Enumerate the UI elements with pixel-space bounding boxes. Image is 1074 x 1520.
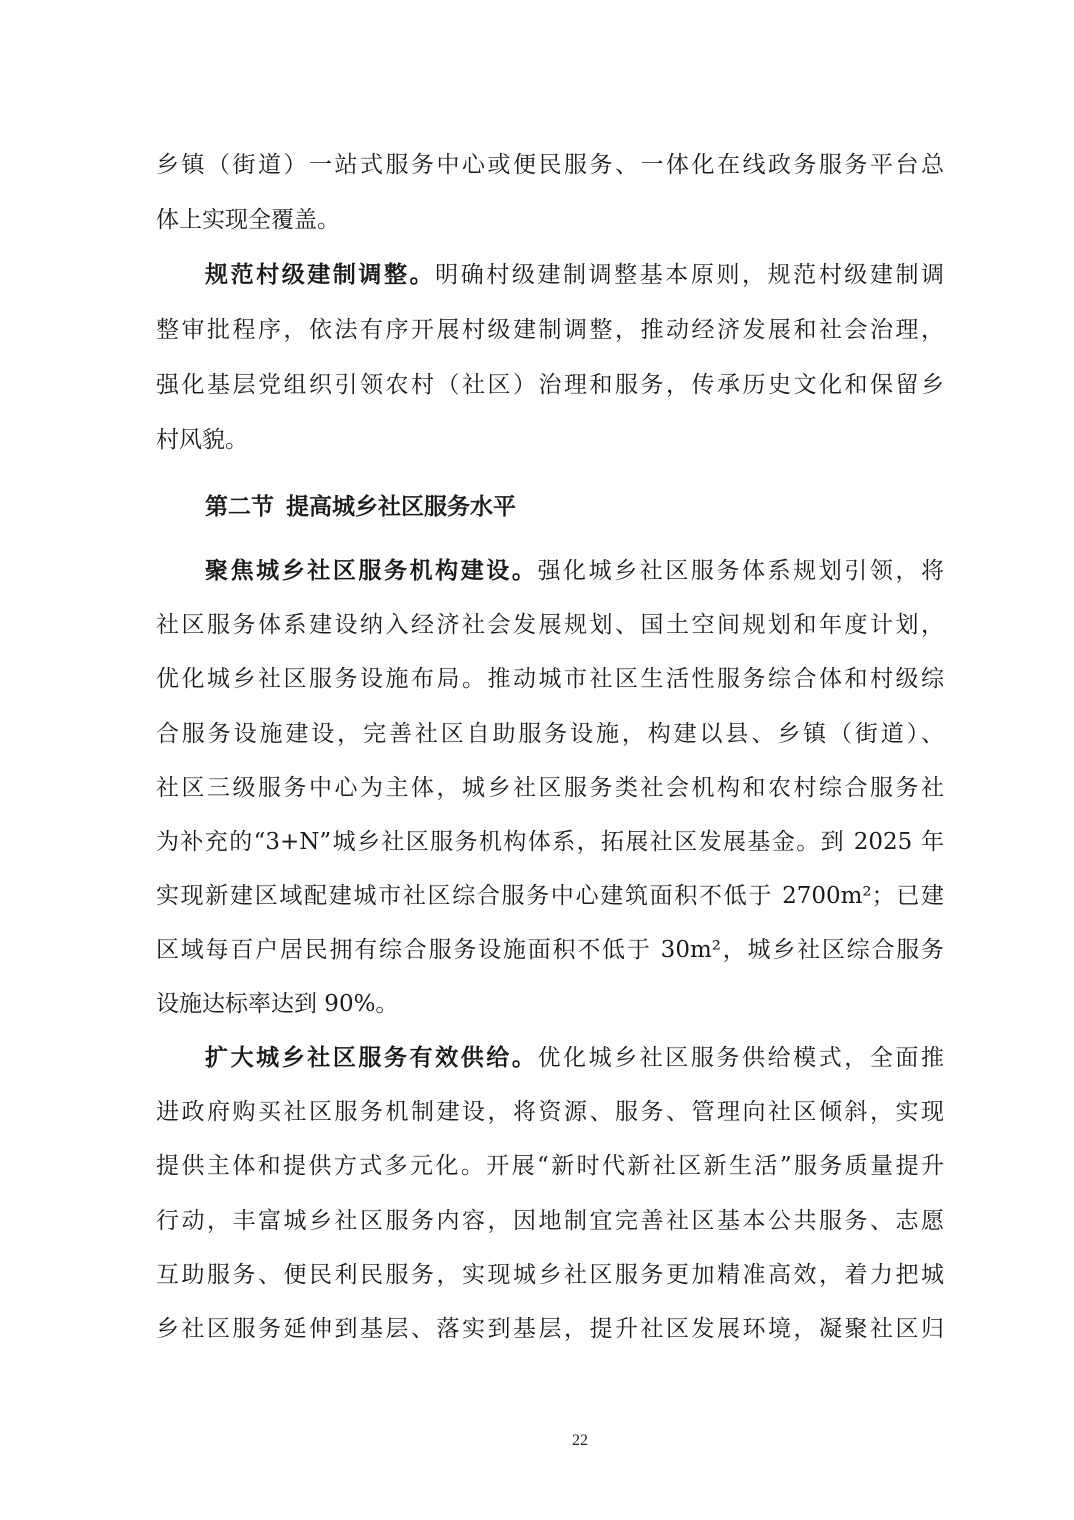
paragraph-line: 提供主体和提供方式多元化。开展“新时代新社区新生活”服务质量提升	[156, 1153, 944, 1179]
section-number: 第二节	[205, 493, 274, 520]
paragraph-line: 进政府购买社区服务机制建设，将资源、服务、管理向社区倾斜，实现	[156, 1099, 944, 1125]
paragraph-line: 乡社区服务延伸到基层、落实到基层，提升社区发展环境，凝聚社区归	[156, 1316, 944, 1342]
paragraph-line: 乡镇（街道）一站式服务中心或便民服务、一体化在线政务服务平台总	[156, 152, 944, 178]
paragraph-line: 实现新建区域配建城市社区综合服务中心建筑面积不低于 2700m²；已建	[156, 883, 944, 909]
page-number: 22	[572, 1432, 588, 1449]
paragraph-line: 为补充的“3+N”城乡社区服务机构体系，拓展社区发展基金。到 2025 年	[156, 829, 944, 855]
paragraph-first-line	[205, 1043, 944, 1073]
paragraph-line: 行动，丰富城乡社区服务内容，因地制宜完善社区基本公共服务、志愿	[156, 1208, 944, 1234]
paragraph-text: 明确村级建制调整基本原则，规范村级建制调	[435, 262, 945, 288]
paragraph-text: 优化城乡社区服务供给模式，全面推	[537, 1045, 945, 1071]
paragraph-line: 区域每百户居民拥有综合服务设施面积不低于 30m²，城乡社区综合服务	[156, 937, 944, 963]
paragraph-line: 强化基层党组织引领农村（社区）治理和服务，传承历史文化和保留乡	[156, 372, 944, 398]
paragraph-line: 体上实现全覆盖。	[156, 207, 340, 233]
paragraph-line: 互助服务、便民利民服务，实现城乡社区服务更加精准高效，着力把城	[156, 1262, 944, 1288]
paragraph-line: 优化城乡社区服务设施布局。推动城市社区生活性服务综合体和村级综	[156, 666, 944, 692]
paragraph-line: 合服务设施建设，完善社区自助服务设施，构建以县、乡镇（街道）、	[156, 721, 944, 747]
paragraph-line: 设施达标率达到 90%。	[156, 991, 399, 1017]
section-heading	[205, 492, 516, 522]
paragraph-line: 社区服务体系建设纳入经济社会发展规划、国土空间规划和年度计划，	[156, 612, 944, 638]
paragraph-lead: 扩大城乡社区服务有效供给。	[205, 1044, 538, 1071]
paragraph-lead: 聚焦城乡社区服务机构建设。	[205, 557, 538, 584]
paragraph-line: 村风貌。	[156, 427, 248, 453]
paragraph-line: 整审批程序，依法有序开展村级建制调整，推动经济发展和社会治理，	[156, 317, 944, 343]
paragraph-first-line	[205, 556, 944, 586]
paragraph-text: 强化城乡社区服务体系规划引领，将	[537, 558, 945, 584]
paragraph-lead: 规范村级建制调整。	[205, 261, 436, 288]
paragraph-line: 社区三级服务中心为主体，城乡社区服务类社会机构和农村综合服务社	[156, 775, 944, 801]
paragraph-first-line	[205, 260, 944, 290]
section-title: 提高城乡社区服务水平	[286, 493, 516, 520]
